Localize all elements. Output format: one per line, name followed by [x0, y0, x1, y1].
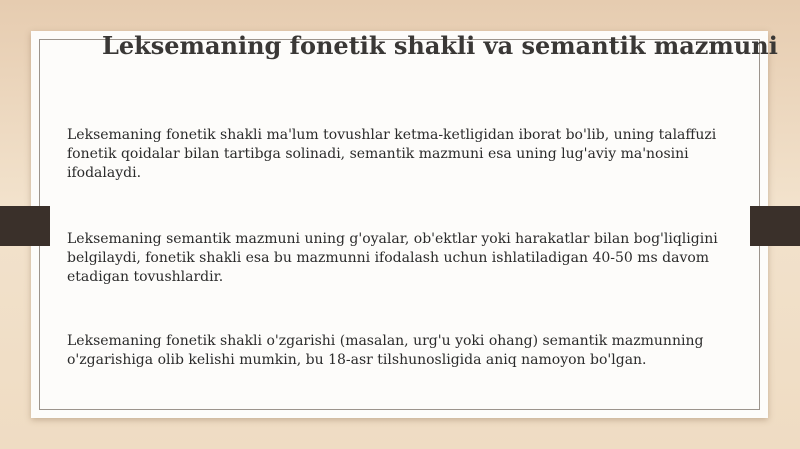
paragraph-2: Leksemaning semantik mazmuni uning g'oyalar, ob'ektlar yoki harakatlar bilan bog'liqligini belgilaydi, fonetik shakli esa bu mazmunni ifodalash uchun ishlatiladigan 40-50 ms davom etadigan tovushlardir. — [67, 231, 718, 285]
paragraph-1: Leksemaning fonetik shakli ma'lum tovushlar ketma-ketligidan iborat bo'lib, uning talaffuzi fonetik qoidalar bilan tartibga solinadi, semantik mazmuni esa uning lug'aviy ma'nosini ifodalaydi. — [67, 127, 717, 181]
slide-title: Leksemaning fonetik shakli va semantik mazmuni — [102, 31, 778, 60]
paragraph-3: Leksemaning fonetik shakli o'zgarishi (masalan, urg'u yoki ohang) semantik mazmunning o'zgarishiga olib kelishi mumkin, bu 18-asr tilshunosligida aniq namoyon bo'lgan. — [67, 333, 704, 368]
left-accent-tab — [0, 206, 50, 246]
right-accent-tab — [750, 206, 800, 246]
